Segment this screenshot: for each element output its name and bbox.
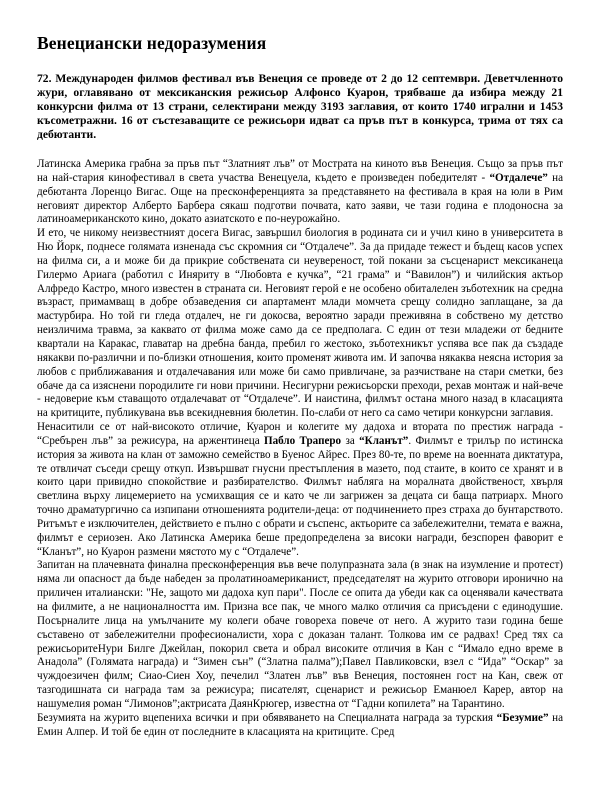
paragraph-2: И ето, че никому неизвестният досега Вигас, завършил биология в родината си и учил кино в университета в Ню Йорк, поднесе голямата изненада със скромния си “Отдалече”. За да придаде тежест и бъдещ касов успех на филма си, а и може би да прикрие собствената си неувереност, той покани за съсценарист мексиканеца Гилермо Ариага (работил с Иняриту в “Любовта е кучка”, “21 грама” и “Вавилон”) и чилийския актьор Алфредо Кастро, много известен в страната си. Негoвият герой е не особено обиталелен зъботехник на средна възраст, примамващ в добре обзаведения си апартамент млади момчета срещу солидно заплащане, за да мастурбира. Но той ги гледа отдалеч, не ги докосва, вероятно заради преживяна в собствено му детство неизличима травма, за каквато от филма може само да се предполага. С един от тези младежи от бедните квартали на Каракас, главатар на дребна банда, пребил го жестоко, зъботехникът успява все пак да създаде някакви по-различни и по-близки отношения, които променят живота им. И започва някаква неясна история за любов с приближавания и отдалечавания или може би само привличане, за разчистване на стари сметки, без обаче да са изяснени породилите ги нови причини. Несигурни режисьорски преходи, рехав монтаж и най-вече - недоверие към ставащото отдалечават от “Отдалече”. И наистина, филмът остана много назад в класацията на критиците, публикувана във всекидневния бюлетин. По-слаби от него са само четири конкурсни заглавия.	[37, 227, 563, 420]
p3-text-c: за	[341, 434, 360, 447]
paragraph-4: Запитан на плачевната финална пресконференция във вече полупразната зала (в знак на изумление и протест) няма ли опасност да бъде нaбеден за пролатиноамериканист, председателят на журито отговори иронично на приличен италиански: "Не, защото ми дадоха куп пари". После се опита да убеди как са оценявали качествата на филмите, а не националността им. Призна все пак, че много малко отличия са присъдени с единодушие. Посърналите лица на умълчаните му колеги обаче говореха повече от него. А журито тази година беше съставено от забележителни професионалисти, хора с доказан талант. Толкова им се радвах! Сред тях са режисьоритеНури Билге Джейлан, покорил света и обрал високите отличия в Кан с “Имало едно време в Анадола” (Голямата награда) и “Зимен сън” (“Златна палма”);Павел Павликовски, взел с “Ида” “Оскар” за чуждоезичен филм; Сиао-Сиен Хоу, печелил “Златен лъв” във Венеция, постоянен гост на Кан, свеж от тазгодишната си награда там за режисура; писателят, сценарист и режисьор Еманюел Карер, автор на нашумелия роман “Лимонов”;актрисата ДаянКрюгер, известна от “Гадни копилета” на Тарантино.	[37, 559, 563, 710]
film-title-otdaleche: “Отдалече”	[489, 171, 548, 184]
paragraph-1	[37, 158, 563, 227]
paragraph-5	[37, 712, 563, 740]
film-title-bezumie: “Безумие”	[496, 711, 549, 724]
p1-text-c: на дебютанта Лоренцо Вигас. Още на пресконференцията за представянето на фестивала в края на юли в Рим неговият директор Алберто Барбера сякаш подготви почвата, като заяви, че тази година е плодоносна за латиноамериканското кино, докато азиатското е по-неурожайно.	[37, 171, 563, 226]
p3-text-e: . Филмът е трилър по истинска история за живота на клан от заможно семейство в Буенос Айрес. През 80-те, по време на военната диктатура, те отвличат съседи срещу откуп. Извършват гнусни престъпления в мазето, под стаите, в които се хранят и в които цари привидно спокойствие и разбирателство. Филмът набляга на моралната двойственост, хвърля светлина върху лицемерието на усмихващия се и като че ли загрижен за децата си баща патриарх. Много точно драматургично са изпипани отношенията родители-деца: от подчинението през страха до бунтарството. Ритъмът е изключителен, действието е пълно с обрати и съспенс, актьорите са забележителни, темата е важна, филмът е сериозен. Ако Латинска Америка беше предопределена за високи награди, безспорен фаворит е “Кланът”, но Куарон размени мястото му с “Отдалече”.	[37, 434, 563, 558]
p5-text-a: Безумията на журито вцепениха всички и при обявяването на Специалната награда за турския	[37, 711, 497, 724]
article-title: Венециански недоразумения	[37, 33, 267, 53]
article-body	[37, 158, 563, 739]
p1-text-a: Латинска Америка грабна за пръв път “Златният лъв” от Мострата на киното във Венеция. Също за пръв път на най-стария кинофестивал в света участва Венецуела, където е произведен победителят -	[37, 158, 563, 184]
article-lead: 72. Международен филмов фестивал във Венеция се проведе от 2 до 12 септември. Деветчленното жури, оглавявано от мексиканския режисьор Алфонсо Куарон, трябваше да избира между 21 конкурсни филма от 13 страни, селектирани между 3193 заглавия, от които 1740 игрални и 1453 късометражни. 16 от състезаващите се режисьори идват са пръв път в конкурса, трима от тях са дебютанти.	[37, 72, 563, 141]
director-name-trapero: Пабло Траперо	[263, 434, 342, 447]
p5-text-c: на Емин Алпер. И той бе един от последните в класацията на критиците. Сред	[37, 711, 563, 738]
p3-text-a: Ненаситили се от най-високото отличие, Куарон и колегите му дадоха и втората по престиж награда - “Сребърен лъв” за режисура, на аржентинеца	[37, 421, 563, 447]
paragraph-3	[37, 421, 563, 559]
film-title-klanat: “Кланът”	[359, 434, 409, 447]
